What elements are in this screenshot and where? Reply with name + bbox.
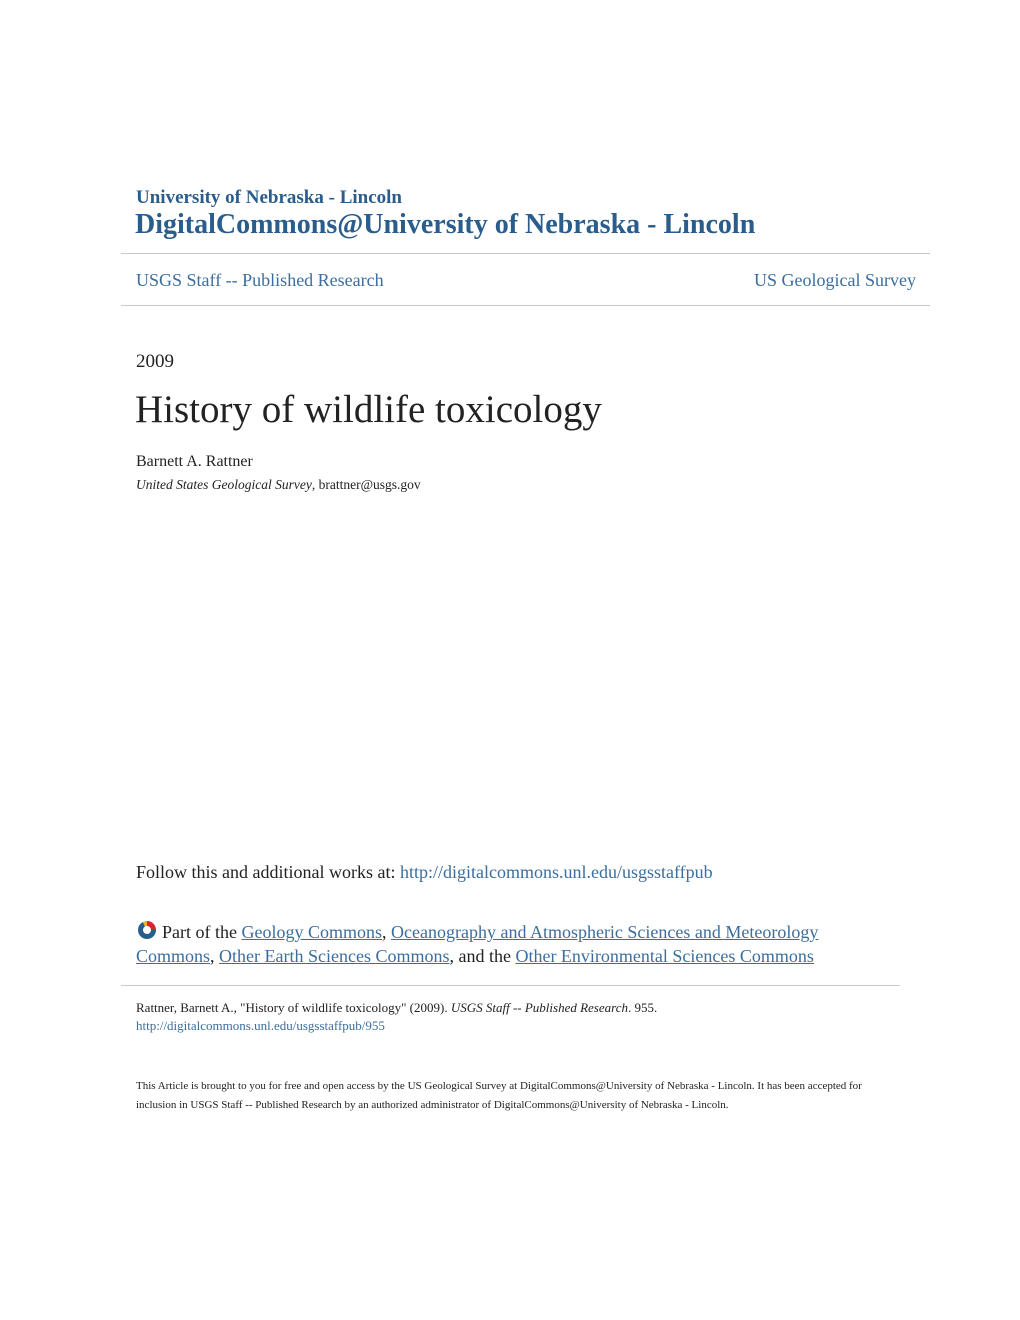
author-name: Barnett A. Rattner <box>136 453 253 470</box>
series-link[interactable]: USGS Staff -- Published Research <box>136 270 384 290</box>
part-of-separator: , <box>382 922 391 942</box>
citation-series: USGS Staff -- Published Research <box>450 1000 628 1015</box>
affiliation-institution: United States Geological Survey <box>136 477 312 492</box>
part-of-section <box>136 919 876 968</box>
affiliation-separator: , <box>311 477 319 492</box>
article-title: History of wildlife toxicology <box>135 388 602 431</box>
citation-block <box>136 999 896 1035</box>
part-of-label: Part of the <box>162 922 242 942</box>
repository-name[interactable]: DigitalCommons@University of Nebraska - Lincoln <box>135 209 756 240</box>
geology-commons-link[interactable]: Geology Commons <box>241 922 382 942</box>
university-name[interactable]: University of Nebraska - Lincoln <box>136 187 402 208</box>
follow-line <box>136 860 713 884</box>
author-affiliation <box>136 476 421 494</box>
publication-year: 2009 <box>136 351 174 372</box>
header-divider-bottom <box>121 305 930 306</box>
follow-label: Follow this and additional works at: <box>136 862 400 882</box>
collection-url-link[interactable]: http://digitalcommons.unl.edu/usgsstaffpub <box>399 862 713 882</box>
citation-number: . 955. <box>627 1000 658 1015</box>
citation-divider <box>121 985 900 986</box>
article-url-link[interactable]: http://digitalcommons.unl.edu/usgsstaffpub/955 <box>136 1018 385 1033</box>
part-of-separator: , <box>210 946 220 966</box>
oceanography-commons-link[interactable]: Oceanography and Atmospheric Sciences and Meteorology Commons <box>136 922 819 966</box>
commons-network-icon <box>136 919 158 941</box>
other-earth-sciences-commons-link[interactable]: Other Earth Sciences Commons <box>219 946 450 966</box>
other-environmental-sciences-commons-link[interactable]: Other Environmental Sciences Commons <box>515 946 814 966</box>
part-of-separator: , and the <box>449 946 516 966</box>
author-email: brattner@usgs.gov <box>318 477 421 492</box>
citation-text: Rattner, Barnett A., "History of wildlife toxicology" (2009). <box>136 1000 451 1015</box>
department-link[interactable]: US Geological Survey <box>754 270 916 290</box>
access-notice: This Article is brought to you for free and open access by the US Geological Survey at DigitalCommons@University of Nebraska - Lincoln. It has been accepted for inclusion in USGS Staff -- Published Research by an authorized administrator of DigitalCommons@University of Nebraska - Lincoln. <box>136 1080 862 1111</box>
header-divider-top <box>121 253 930 254</box>
